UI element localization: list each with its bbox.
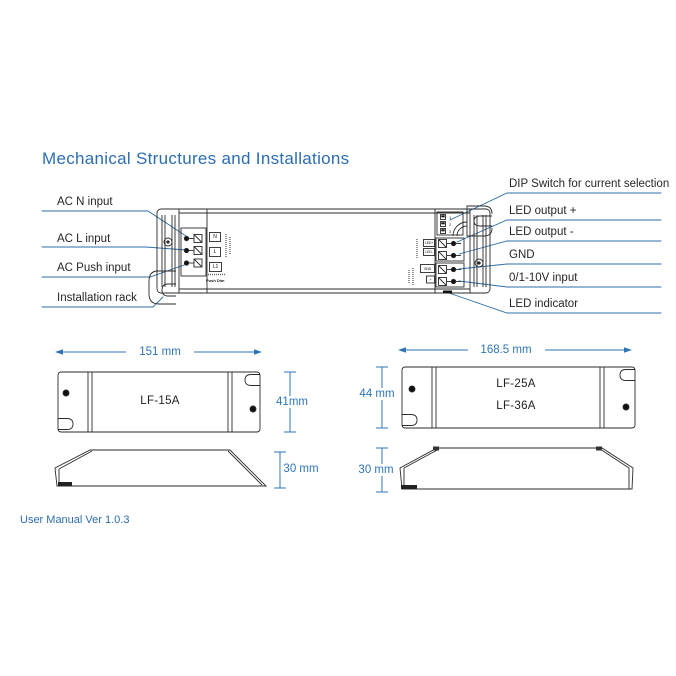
- label-ac-push-input: AC Push input: [57, 262, 131, 274]
- footer-version: User Manual Ver 1.0.3: [20, 514, 130, 526]
- label-led-output-minus: LED output -: [509, 226, 574, 238]
- lf15a-side-view: [55, 450, 266, 486]
- marking-led-minus: LED-: [425, 250, 433, 254]
- page-title: Mechanical Structures and Installations: [42, 149, 350, 168]
- dip-digit-2: 2: [449, 221, 452, 227]
- marking-led-plus: LED+: [424, 241, 434, 245]
- dim-lf25a-width: 168.5 mm: [480, 344, 532, 356]
- marking-plus: +: [429, 277, 432, 282]
- marking-gnd: GND: [423, 266, 432, 271]
- label-led-output-plus: LED output +: [509, 205, 577, 217]
- label-0-1-10v-input: 0/1-10V input: [509, 272, 578, 284]
- model-lf-36a: LF-36A: [496, 400, 536, 412]
- dim-lf15a-height: 41mm: [273, 396, 311, 408]
- model-lf-25a: LF-25A: [496, 378, 536, 390]
- led-indicator-mark: [443, 291, 452, 294]
- model-lf-15a: LF-15A: [140, 395, 180, 407]
- terminal-marking-n: N: [213, 234, 217, 240]
- label-installation-rack: Installation rack: [57, 292, 137, 304]
- terminal-marking-l1: L1: [212, 264, 219, 270]
- push-dim-marking: Push Dim: [206, 278, 225, 283]
- dip-digit-3: 3: [449, 228, 452, 234]
- lf25a-side-view: [400, 447, 633, 490]
- lf25a-top-view: [402, 367, 635, 428]
- label-gnd: GND: [509, 249, 535, 261]
- dim-lf25a-height: 44 mm: [356, 388, 397, 400]
- dim-lf15a-profile-height: 30 mm: [280, 463, 321, 475]
- label-ac-l-input: AC L input: [57, 233, 111, 245]
- label-ac-n-input: AC N input: [57, 196, 113, 208]
- dim-lf15a-width: 151 mm: [139, 346, 181, 358]
- dip-digit-1: 1: [449, 214, 452, 220]
- terminal-marking-l: L: [213, 249, 217, 255]
- dim-lf25a-profile-height: 30 mm: [355, 464, 396, 476]
- device-top-view: [149, 206, 492, 304]
- label-led-indicator: LED indicator: [509, 298, 579, 310]
- label-dip-switch: DIP Switch for current selection: [509, 178, 670, 190]
